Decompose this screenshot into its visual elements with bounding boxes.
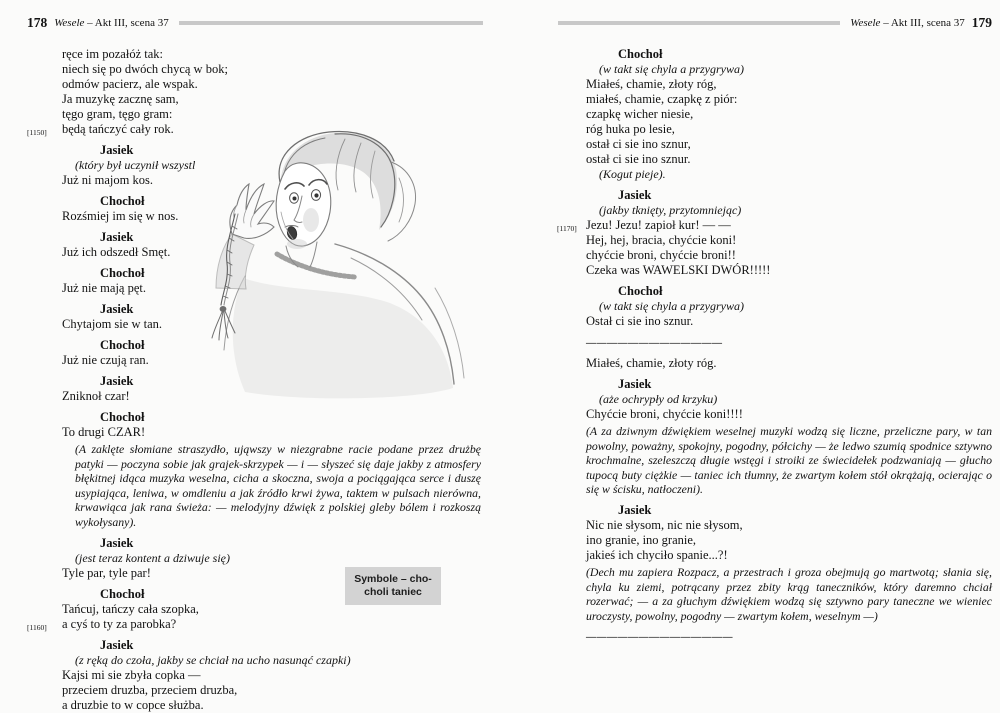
verse-line: Nic nie słysom, nic nie słysom, xyxy=(586,517,743,532)
stage-direction: (jakby tknięty, przytomniejąc) xyxy=(599,203,742,217)
verse-line: Już ich odszedł Smęt. xyxy=(62,245,171,259)
verse-line: Zniknoł czar! xyxy=(62,389,130,403)
verse-line: ręce im pozałóż tak: xyxy=(62,47,163,61)
scene-break-dashes: — — — — — — — — — — — — — — xyxy=(586,632,733,644)
verse-line: Tańcuj, tańczy cała szopka, xyxy=(62,601,199,616)
verse-line: Chyćcie broni, chyćcie koni!!!! xyxy=(586,407,743,421)
speaker-name: Chochoł xyxy=(100,266,145,280)
verse-line: [1170] Jezu! Jezu! zapioł kur! — — xyxy=(586,218,992,233)
verse-line: To drugi CZAR! xyxy=(62,425,146,439)
speaker-name: Jasiek xyxy=(618,502,652,517)
play-text-column-right xyxy=(558,47,992,645)
stage-direction: (w takt się chyla a przygrywa) xyxy=(599,299,744,313)
page-header xyxy=(558,14,992,32)
section-title: – Akt III, scena 37 xyxy=(883,17,965,29)
page-number: 179 xyxy=(971,15,992,30)
page-178 xyxy=(27,14,483,713)
speaker-name: Chochoł xyxy=(100,586,145,601)
page-header xyxy=(27,14,483,32)
speaker-name: Jasiek xyxy=(100,637,134,652)
stage-direction-paragraph: (A za dziwnym dźwiękiem weselnej muzyki wodzą się liczne, przeliczne pary, w tan powolny, poważny, spokojny, pogodny, półcichy — że ledwo szumią spodnice sztywno krochmalne, szeleszczą długie wstęgi i stroiki ze świecidełek podzwaniają — głucho tupocą buty ciężkie — taniec ich tłumny, że zwartym kołem stół okrążają, ocierając o się w ścisku, natłoczeni). xyxy=(586,424,992,497)
verse-line: [1160] a cyś to ty za parobka? xyxy=(62,617,483,632)
speaker-name: Jasiek xyxy=(100,302,134,316)
section-title: – Akt III, scena 37 xyxy=(87,17,169,29)
verse-line: chyćcie broni, chyćcie broni!! xyxy=(586,248,736,262)
verse-line: miałeś, chamie, czapkę z piór: xyxy=(586,92,738,106)
verse-line: Już nie mają pęt. xyxy=(62,281,146,295)
stage-direction: (w takt się chyla a przygrywa) xyxy=(599,62,744,76)
line-number: [1150] xyxy=(27,128,47,137)
verse-line: ostał ci sie ino sznur. xyxy=(586,152,691,166)
verse-line: ostał ci sie ino sznur, xyxy=(586,137,691,151)
page-number: 178 xyxy=(27,15,48,30)
stage-direction: (jest teraz kontent a dziwuje się) xyxy=(75,550,230,565)
margin-note-symbole xyxy=(345,567,441,605)
verse-line: [1150] będą tańczyć cały rok. xyxy=(62,122,483,137)
play-text-column-left xyxy=(27,47,483,713)
stage-direction-paragraph: (A zaklęte słomiane straszydło, ująwszy w niezgrabne racie podane przez drużbę patyki — poczyna sobie jak grajek-skrzypek — i — słyszeć się daje jakby z atmosfery błękitnej idąca muzyka weselna, cicha a skoczna, swoja a pociągająca serce i duszę usypiająca, leniwa, w omdleniu a jak źródło krwi żywa, taktem w pulsach nierówna, krwawiąca jak rana świeża: — melodyjny dźwięk z polskiej gleby bólem i rozkoszą wykołysany). xyxy=(75,442,481,529)
stage-direction: (który był uczynił wszystl xyxy=(75,158,196,172)
speaker-name: Jasiek xyxy=(100,143,134,157)
verse-line: a druzbie to w copce służba. xyxy=(62,697,204,712)
verse-line: róg huka po lesie, xyxy=(586,122,675,136)
margin-note-line: choli taniec xyxy=(364,586,422,598)
verse-line: czapkę wicher niesie, xyxy=(586,107,694,121)
speaker-name: Jasiek xyxy=(618,377,652,391)
verse-line: Już ni majom kos. xyxy=(62,173,153,187)
verse-line: odmów pacierz, ale wspak. xyxy=(62,77,198,91)
stage-direction: (Kogut pieje). xyxy=(599,167,666,181)
verse-line: Kajsi mi sie zbyła copka — xyxy=(62,667,201,682)
line-number: [1170] xyxy=(557,224,577,233)
speaker-name: Chochoł xyxy=(100,410,145,424)
work-title: Wesele xyxy=(850,17,881,29)
line-number: [1160] xyxy=(27,622,47,632)
verse-line: niech się po dwóch chycą w bok; xyxy=(62,62,228,76)
header-rule xyxy=(179,21,483,25)
verse-line: Chytajom sie w tan. xyxy=(62,317,162,331)
verse-line: ino granie, ino granie, xyxy=(586,532,697,547)
speaker-name: Chochoł xyxy=(618,284,663,298)
running-title xyxy=(850,17,964,29)
page-179 xyxy=(558,14,992,650)
verse-line: Miałeś, chamie, złoty róg, xyxy=(586,77,717,91)
verse-line: Tyle par, tyle par! xyxy=(62,565,151,580)
speaker-name: Chochoł xyxy=(618,47,663,61)
verse-line: tęgo gram, tęgo gram: xyxy=(62,107,173,121)
verse-line: Czeka was WAWELSKI DWÓR!!!!! xyxy=(586,263,771,277)
verse-line: Już nie czują ran. xyxy=(62,353,149,367)
margin-note-line: Symbole – cho- xyxy=(354,573,432,585)
verse-line: Miałeś, chamie, złoty róg. xyxy=(586,356,717,370)
verse-line: przeciem druzba, przeciem druzba, xyxy=(62,682,238,697)
work-title: Wesele xyxy=(54,17,85,29)
speaker-name: Chochoł xyxy=(100,338,145,352)
stage-direction: (aże ochrypły od krzyku) xyxy=(599,392,718,406)
running-title xyxy=(54,17,168,29)
verse-line: Ja muzykę zacznę sam, xyxy=(62,92,179,106)
speaker-name: Jasiek xyxy=(100,374,134,388)
verse-line: Rozśmiej im się w nos. xyxy=(62,209,179,223)
stage-direction-paragraph: (Dech mu zapiera Rozpacz, a przestrach i groza obejmują go martwotą; słania się, chyla ku ziemi, potrącany przez zbity krąg taneczników, który daremno chciał rozerwać; — a za głuchym dźwiękiem wodzą się sztywno pary taneczne we wieniec uroczysty, powolny, pogodny — zwartym kołem, weselnym —) xyxy=(586,564,992,623)
verse-line: Hej, hej, bracia, chyćcie koni! xyxy=(586,233,737,247)
stage-direction: (z ręką do czoła, jakby se chciał na ucho nasunąć czapki) xyxy=(75,652,351,667)
speaker-name: Jasiek xyxy=(100,230,134,244)
speaker-name: Jasiek xyxy=(100,535,134,550)
scene-break-dashes: — — — — — — — — — — — — — xyxy=(586,338,722,349)
verse-line: Ostał ci sie ino sznur. xyxy=(586,314,694,328)
header-rule xyxy=(558,21,840,25)
speaker-name: Jasiek xyxy=(618,188,652,202)
speaker-name: Chochoł xyxy=(100,194,145,208)
verse-line: jakieś ich chyciło spanie...?! xyxy=(586,547,728,562)
